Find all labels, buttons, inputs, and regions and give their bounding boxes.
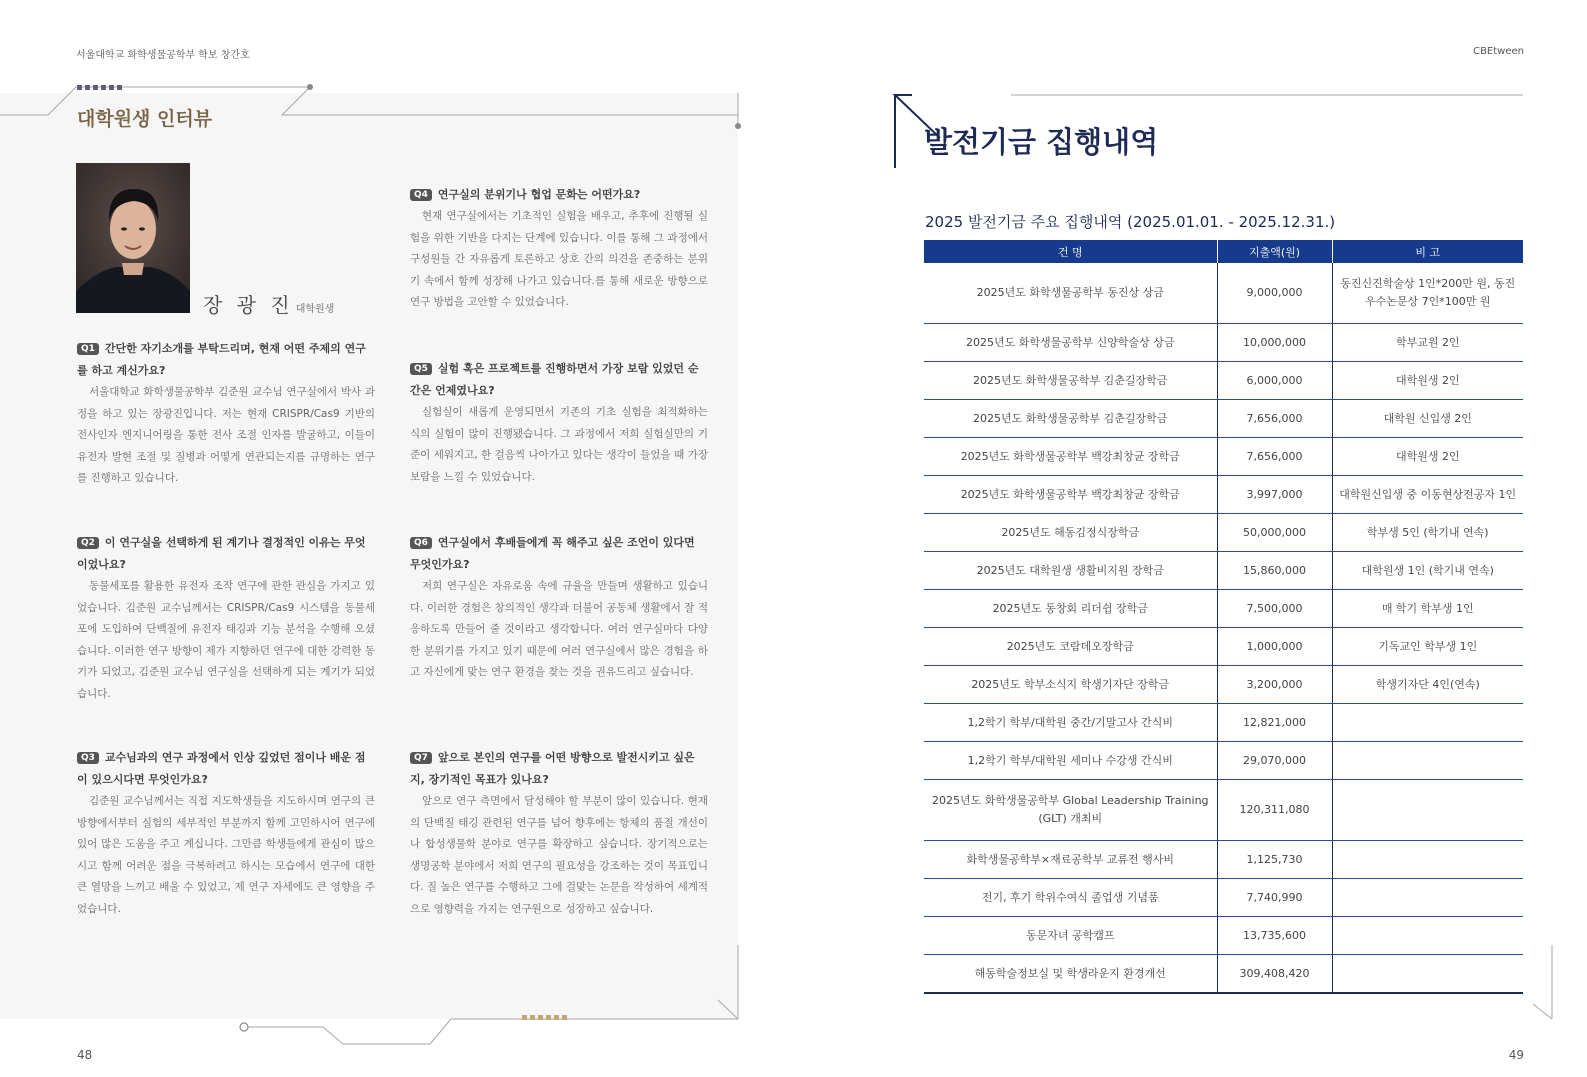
question-text: 이 연구실을 선택하게 된 계기나 결정적인 이유는 무엇이었나요? (77, 536, 366, 571)
question-text: 연구실에서 후배들에게 꼭 해주고 싶은 조언이 있다면 무엇인가요? (410, 536, 695, 571)
cell-note: 학생기자단 4인(연속) (1332, 666, 1523, 704)
cell-note: 대학원생 2인 (1332, 438, 1523, 476)
table-row (924, 780, 1523, 841)
answer-text: 서울대학교 화학생물공학부 김준원 교수님 연구실에서 박사 과정을 하고 있는 장광진입니다. 저는 현재 CRISPR/Cas9 기반의 전사인자 엔지니어링을 통한 전사 조절 인자를 발굴하고, 이들이 유전자 발현 조절 및 질병과 어떻게 연관되는지를 규명하는 연구를 진행하고 있습니다. (77, 386, 375, 484)
answer-text: 동물세포를 활용한 유전자 조작 연구에 관한 관심을 가지고 있었습니다. 김준원 교수님께서는 CRISPR/Cas9 시스템을 동물세포에 도입하여 단백질에 유전자 태깅과 기능 분석을 수행해 오셨습니다. 이러한 연구 방향이 제가 지향하던 연구에 대한 강력한 동기가 되었고, 김준원 교수님 연구실을 선택하게 되는 계기가 되었습니다. (77, 580, 375, 700)
cell-item: 2025년도 코람데오장학금 (924, 628, 1217, 666)
page-number-left: 48 (77, 1048, 93, 1062)
table-row (924, 400, 1523, 438)
cell-item: 1,2학기 학부/대학원 세미나 수강생 간식비 (924, 742, 1217, 780)
cell-item: 1,2학기 학부/대학원 중간/기말고사 간식비 (924, 704, 1217, 742)
question-text: 실험 혹은 프로젝트를 진행하면서 가장 보람 있었던 순간은 언제였나요? (410, 362, 699, 397)
page-title: 발전기금 집행내역 (924, 125, 1159, 159)
cell-item: 해동학술정보실 및 학생라운지 환경개선 (924, 955, 1217, 994)
qa-q3 (77, 747, 375, 920)
cell-amount: 120,311,080 (1217, 780, 1332, 841)
cell-note: 대학원생 2인 (1332, 362, 1523, 400)
cell-note: 기독교인 학부생 1인 (1332, 628, 1523, 666)
cell-item: 2025년도 대학원생 생활비지원 장학금 (924, 552, 1217, 590)
cell-note: 학부생 5인 (학기내 연속) (1332, 514, 1523, 552)
cell-note: 학부교원 2인 (1332, 324, 1523, 362)
page-number-right: 49 (1508, 1048, 1524, 1062)
cell-amount: 29,070,000 (1217, 742, 1332, 780)
table-row (924, 263, 1523, 324)
qa-q1 (77, 338, 375, 490)
section-title: 대학원생 인터뷰 (77, 108, 213, 130)
cell-amount: 3,997,000 (1217, 476, 1332, 514)
fund-table (924, 240, 1523, 994)
table-row (924, 628, 1523, 666)
answer-text: 김준원 교수님께서는 직접 지도학생들을 지도하시며 연구의 큰 방향에서부터 실험의 세부적인 부분까지 함께 고민하시어 연구에 있어 많은 도움을 주고 계십니다. 그만큼 학생들에게 관심이 많으시고 함께 어려운 점을 극복하려고 하시는 모습에서 연구에 대한 큰 열망을 느끼고 배울 수 있었고, 제 연구 자세에도 큰 영향을 주었습니다. (77, 795, 375, 915)
table-row (924, 438, 1523, 476)
cell-amount: 13,735,600 (1217, 917, 1332, 955)
cell-item: 2025년도 화학생물공학부 신양학술상 상금 (924, 324, 1217, 362)
qa-q4 (410, 184, 708, 314)
cell-note (1332, 704, 1523, 742)
cell-note (1332, 955, 1523, 994)
table-row (924, 742, 1523, 780)
question-text: 간단한 자기소개를 부탁드리며, 현재 어떤 주제의 연구를 하고 계신가요? (77, 342, 366, 377)
cell-item: 2025년도 화학생물공학부 백강최창균 장학금 (924, 438, 1217, 476)
question-tag: Q4 (410, 189, 432, 201)
cell-note: 대학원 신입생 2인 (1332, 400, 1523, 438)
cell-item: 2025년도 화학생물공학부 Global Leadership Training (GLT) 개최비 (924, 780, 1217, 841)
question-heading (410, 358, 708, 402)
column-header-note: 비 고 (1332, 240, 1523, 263)
question-tag: Q1 (77, 343, 99, 355)
answer-text: 현재 연구실에서는 기초적인 실험을 배우고, 추후에 진행될 실험을 위한 기반을 다지는 단계에 있습니다. 이를 통해 그 과정에서 구성원들 간 자유롭게 토론하고 상호 간의 의견을 존중하는 분위기 속에서 함께 성장해 나가고 있습니다.를 통해 새로운 방향으로 연구 방법을 고안할 수 있었습니다. (410, 210, 708, 308)
question-heading (77, 747, 375, 791)
cell-amount: 50,000,000 (1217, 514, 1332, 552)
magazine-brand: CBEtween (1473, 46, 1524, 57)
cell-amount: 7,656,000 (1217, 438, 1332, 476)
question-text: 앞으로 본인의 연구를 어떤 방향으로 발전시키고 싶은지, 장기적인 목표가 있나요? (410, 751, 695, 786)
cell-item: 2025년도 화학생물공학부 백강최창균 장학금 (924, 476, 1217, 514)
cell-amount: 7,656,000 (1217, 400, 1332, 438)
profile-name-text: 장 광 진 (203, 293, 294, 317)
cell-note (1332, 742, 1523, 780)
decorative-dots (77, 75, 125, 94)
question-tag: Q2 (77, 537, 99, 549)
table-row (924, 362, 1523, 400)
cell-amount: 1,125,730 (1217, 841, 1332, 879)
profile-name (203, 289, 334, 318)
cell-item: 동문자녀 공학캠프 (924, 917, 1217, 955)
question-text: 교수님과의 연구 과정에서 인상 깊었던 점이나 배운 점이 있으시다면 무엇인가요? (77, 751, 366, 786)
table-row (924, 704, 1523, 742)
cell-amount: 309,408,420 (1217, 955, 1332, 994)
cell-item: 2025년도 학부소식지 학생기자단 장학금 (924, 666, 1217, 704)
table-row (924, 955, 1523, 994)
qa-q6 (410, 532, 708, 684)
qa-q2 (77, 532, 375, 705)
cell-note (1332, 917, 1523, 955)
cell-amount: 15,860,000 (1217, 552, 1332, 590)
question-tag: Q7 (410, 752, 432, 764)
question-heading (410, 532, 708, 576)
question-heading (77, 532, 375, 576)
cell-item: 화학생물공학부×재료공학부 교류전 행사비 (924, 841, 1217, 879)
question-tag: Q5 (410, 363, 432, 375)
cell-note: 매 학기 학부생 1인 (1332, 590, 1523, 628)
cell-amount: 12,821,000 (1217, 704, 1332, 742)
question-tag: Q6 (410, 537, 432, 549)
cell-note: 대학원생 1인 (학기내 연속) (1332, 552, 1523, 590)
question-heading (77, 338, 375, 382)
table-row (924, 917, 1523, 955)
qa-q5 (410, 358, 708, 488)
qa-q7 (410, 747, 708, 920)
table-row (924, 879, 1523, 917)
table-row (924, 590, 1523, 628)
cell-amount: 3,200,000 (1217, 666, 1332, 704)
answer-text: 앞으로 연구 측면에서 달성해야 할 부분이 많이 있습니다. 현재의 단백질 태깅 관련된 연구를 넘어 향후에는 항체의 품질 개선이나 합성생물학 분야로 연구를 확장하고 싶습니다. 장기적으로는 생명공학 분야에서 저희 연구의 필요성을 강조하는 것이 목표입니다. 질 높은 연구를 수행하고 그에 걸맞는 논문을 작성하여 세계적으로 영향력을 가지는 연구원으로 성장하고 싶습니다. (410, 795, 708, 915)
table-row (924, 514, 1523, 552)
column-header-item: 건 명 (924, 240, 1217, 263)
cell-amount: 1,000,000 (1217, 628, 1332, 666)
cell-amount: 9,000,000 (1217, 263, 1332, 324)
table-row (924, 666, 1523, 704)
question-heading (410, 747, 708, 791)
cell-note (1332, 780, 1523, 841)
cell-amount: 7,500,000 (1217, 590, 1332, 628)
cell-note: 동진신진학술상 1인*200만 원, 동진우수논문상 7인*100만 원 (1332, 263, 1523, 324)
table-row (924, 841, 1523, 879)
cell-item: 2025년도 해동김정식장학금 (924, 514, 1217, 552)
question-tag: Q3 (77, 752, 99, 764)
answer-text: 실험실이 새롭게 운영되면서 기존의 기초 실험을 최적화하는 식의 실험이 많이 진행됐습니다. 그 과정에서 저희 실험실만의 기준이 세워지고, 한 걸음씩 나아가고 있다는 생각이 들었을 때 가장 보람을 느낄 수 있었습니다. (410, 406, 708, 483)
profile-photo (76, 163, 190, 313)
magazine-header: 서울대학교 화학생물공학부 학보 창간호 (76, 50, 250, 61)
cell-amount: 10,000,000 (1217, 324, 1332, 362)
question-heading (410, 184, 708, 206)
answer-text: 저희 연구실은 자유로움 속에 규율을 만들며 생활하고 있습니다. 이러한 경험은 창의적인 생각과 더불어 공동체 생활에서 잘 적응하도록 만들어 줄 것이라고 생각합니다. 여러 연구실마다 다양한 분위기를 가지고 있기 때문에 여러 연구실에서 많은 경험을 하고 자신에게 맞는 연구 환경을 찾는 것을 권유드리고 싶습니다. (410, 580, 708, 678)
table-row (924, 324, 1523, 362)
table-title: 2025 발전기금 주요 집행내역 (2025.01.01. - 2025.12.31.) (925, 213, 1336, 231)
cell-item: 2025년도 화학생물공학부 김춘길장학금 (924, 362, 1217, 400)
question-text: 연구실의 분위기나 협업 문화는 어떤가요? (437, 188, 641, 201)
cell-note (1332, 841, 1523, 879)
cell-note: 대학원신입생 중 이동현상전공자 1인 (1332, 476, 1523, 514)
column-header-amount: 지출액(원) (1217, 240, 1332, 263)
cell-note (1332, 879, 1523, 917)
table-header-row (924, 240, 1523, 263)
cell-item: 2025년도 동창회 리더쉽 장학금 (924, 590, 1217, 628)
cell-item: 2025년도 화학생물공학부 김춘길장학금 (924, 400, 1217, 438)
decorative-dots-bottom (522, 1005, 570, 1024)
cell-amount: 6,000,000 (1217, 362, 1332, 400)
cell-amount: 7,740,990 (1217, 879, 1332, 917)
cell-item: 2025년도 화학생물공학부 동진상 상금 (924, 263, 1217, 324)
profile-role: 대학원생 (295, 304, 335, 315)
cell-item: 전기, 후기 학위수여식 졸업생 기념품 (924, 879, 1217, 917)
table-row (924, 476, 1523, 514)
table-row (924, 552, 1523, 590)
